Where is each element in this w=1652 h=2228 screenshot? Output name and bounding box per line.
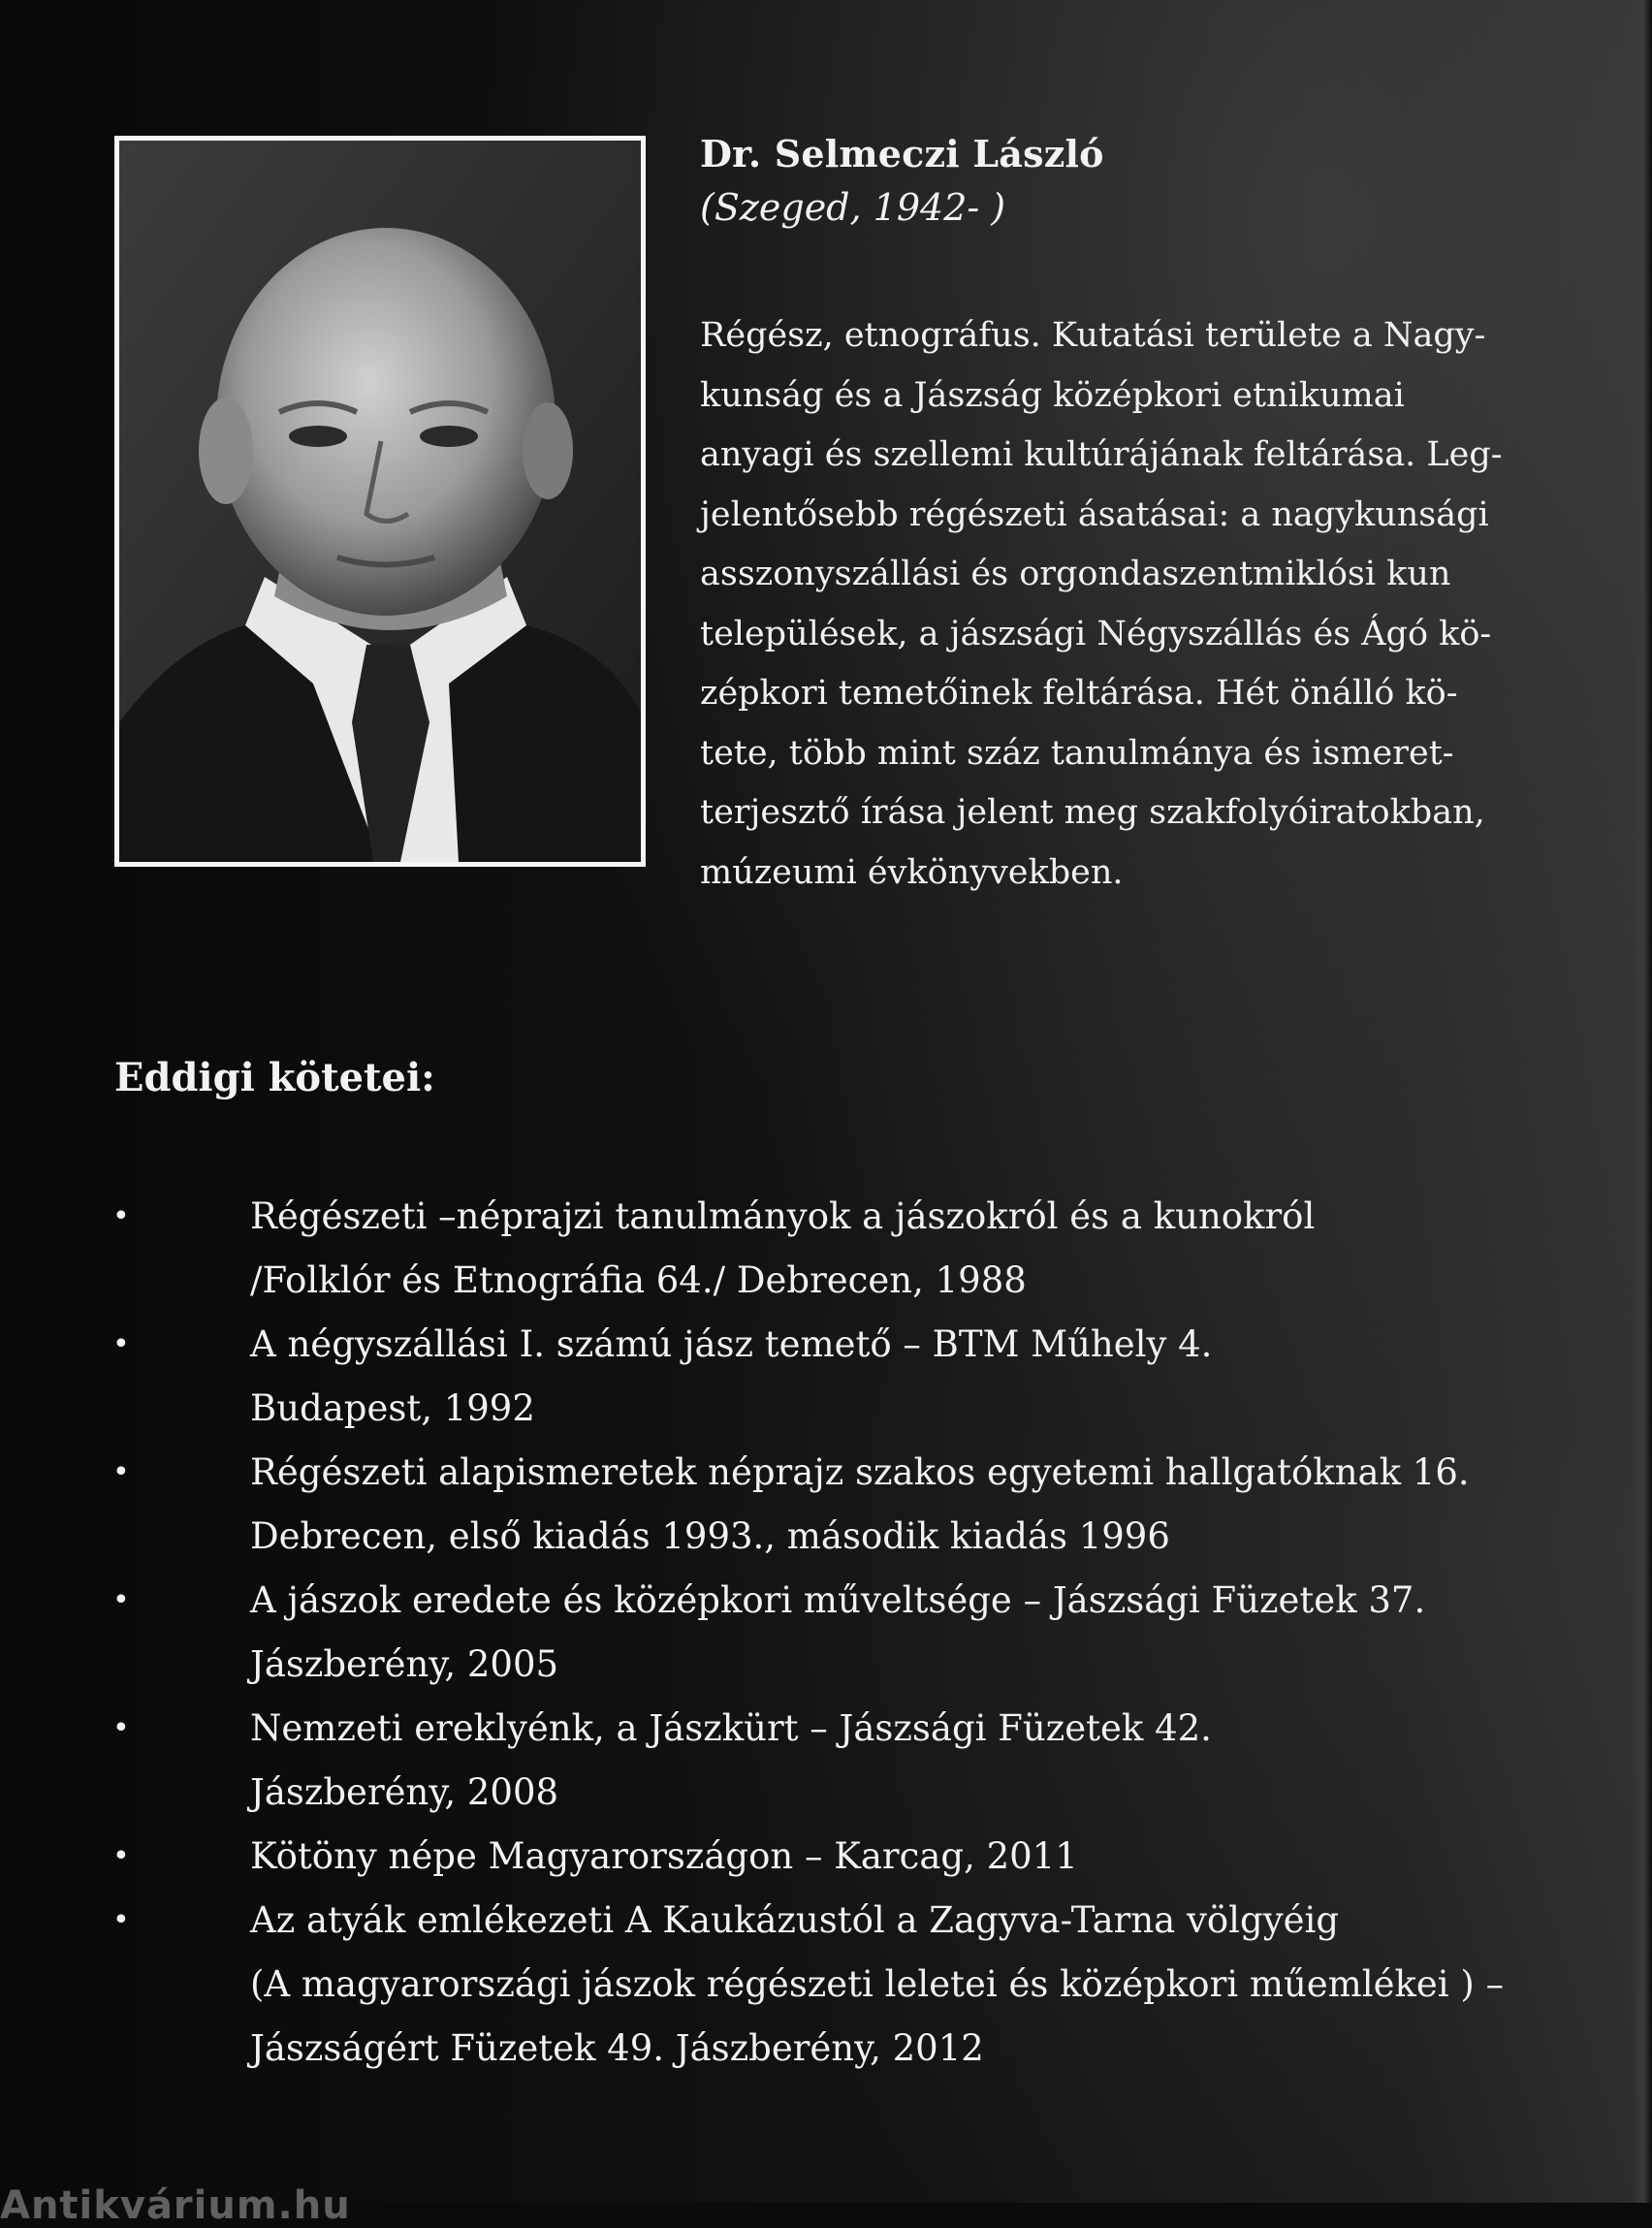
bullet-icon: • [112, 1455, 130, 1489]
bio-line: terjesztő írása jelent meg szakfolyóiratokban, [700, 793, 1485, 832]
author-birth-info: (Szeged, 1942- ) [700, 186, 1006, 229]
work-line: Régészeti –néprajzi tanulmányok a jászokról és a kunokról [250, 1195, 1316, 1237]
bio-line: tete, több mint száz tanulmánya és ismeret- [700, 733, 1454, 773]
works-heading: Eddigi kötetei: [114, 1055, 435, 1100]
author-name: Dr. Selmeczi László [700, 132, 1104, 175]
author-photo [119, 141, 641, 862]
work-line: A négyszállási I. számú jász temető – BTM Műhely 4. [250, 1323, 1213, 1365]
bio-line: Régész, etnográfus. Kutatási területe a Nagy- [700, 316, 1486, 355]
work-item [112, 1441, 1470, 1569]
bullet-icon: • [112, 1711, 130, 1745]
watermark: Antikvárium.hu [0, 2183, 351, 2228]
work-item [112, 1697, 1470, 1825]
bio-line: jelentősebb régészeti ásatásai: a nagykunsági [700, 494, 1489, 534]
work-line: Budapest, 1992 [250, 1387, 535, 1429]
work-line: Régészeti alapismeretek néprajz szakos egyetemi hallgatóknak 16. [250, 1451, 1470, 1493]
bio-line: települések, a jászsági Négyszállás és Ágó kö- [700, 614, 1492, 653]
work-line: A jászok eredete és középkori műveltsége – Jászsági Füzetek 37. [250, 1579, 1426, 1621]
work-item [112, 1825, 1470, 1889]
bullet-icon: • [112, 1327, 130, 1361]
work-line: Jászberény, 2008 [250, 1771, 559, 1813]
work-line: Jászságért Füzetek 49. Jászberény, 2012 [250, 2027, 984, 2069]
bio-line: múzeumi évkönyvekben. [700, 852, 1124, 892]
cover-edge-shading [1631, 0, 1652, 2203]
work-line: Kötöny népe Magyarországon – Karcag, 2011 [250, 1835, 1078, 1877]
work-line: Az atyák emlékezeti A Kaukázustól a Zagyva-Tarna völgyéig [250, 1899, 1340, 1941]
work-item [112, 1889, 1505, 2081]
bullet-icon: • [112, 1583, 130, 1617]
work-line: Debrecen, első kiadás 1993., második kiadás 1996 [250, 1515, 1170, 1557]
work-line: Nemzeti ereklyénk, a Jászkürt – Jászsági Füzetek 42. [250, 1707, 1212, 1749]
work-item [112, 1185, 1470, 1313]
work-line: Jászberény, 2005 [250, 1643, 559, 1685]
works-list [112, 1185, 1505, 2081]
bullet-icon: • [112, 1199, 130, 1233]
work-line: (A magyarországi jászok régészeti leletei és középkori műemlékei ) – [250, 1963, 1505, 2005]
bio-line: kunság és a Jászság középkori etnikumai [700, 375, 1405, 415]
bio-line: zépkori temetőinek feltárása. Hét önálló kö- [700, 674, 1458, 713]
author-portrait-illustration [119, 141, 641, 862]
work-item [112, 1569, 1470, 1697]
author-photo-frame [114, 136, 646, 867]
work-line: /Folklór és Etnográfia 64./ Debrecen, 1988 [250, 1259, 1027, 1301]
bullet-icon: • [112, 1903, 130, 1937]
author-biography [700, 306, 1503, 903]
work-item [112, 1313, 1470, 1441]
bio-line: asszonyszállási és orgondaszentmiklósi kun [700, 555, 1451, 593]
bullet-icon: • [112, 1839, 130, 1873]
bio-line: anyagi és szellemi kultúrájának feltárása. Leg- [700, 435, 1503, 474]
